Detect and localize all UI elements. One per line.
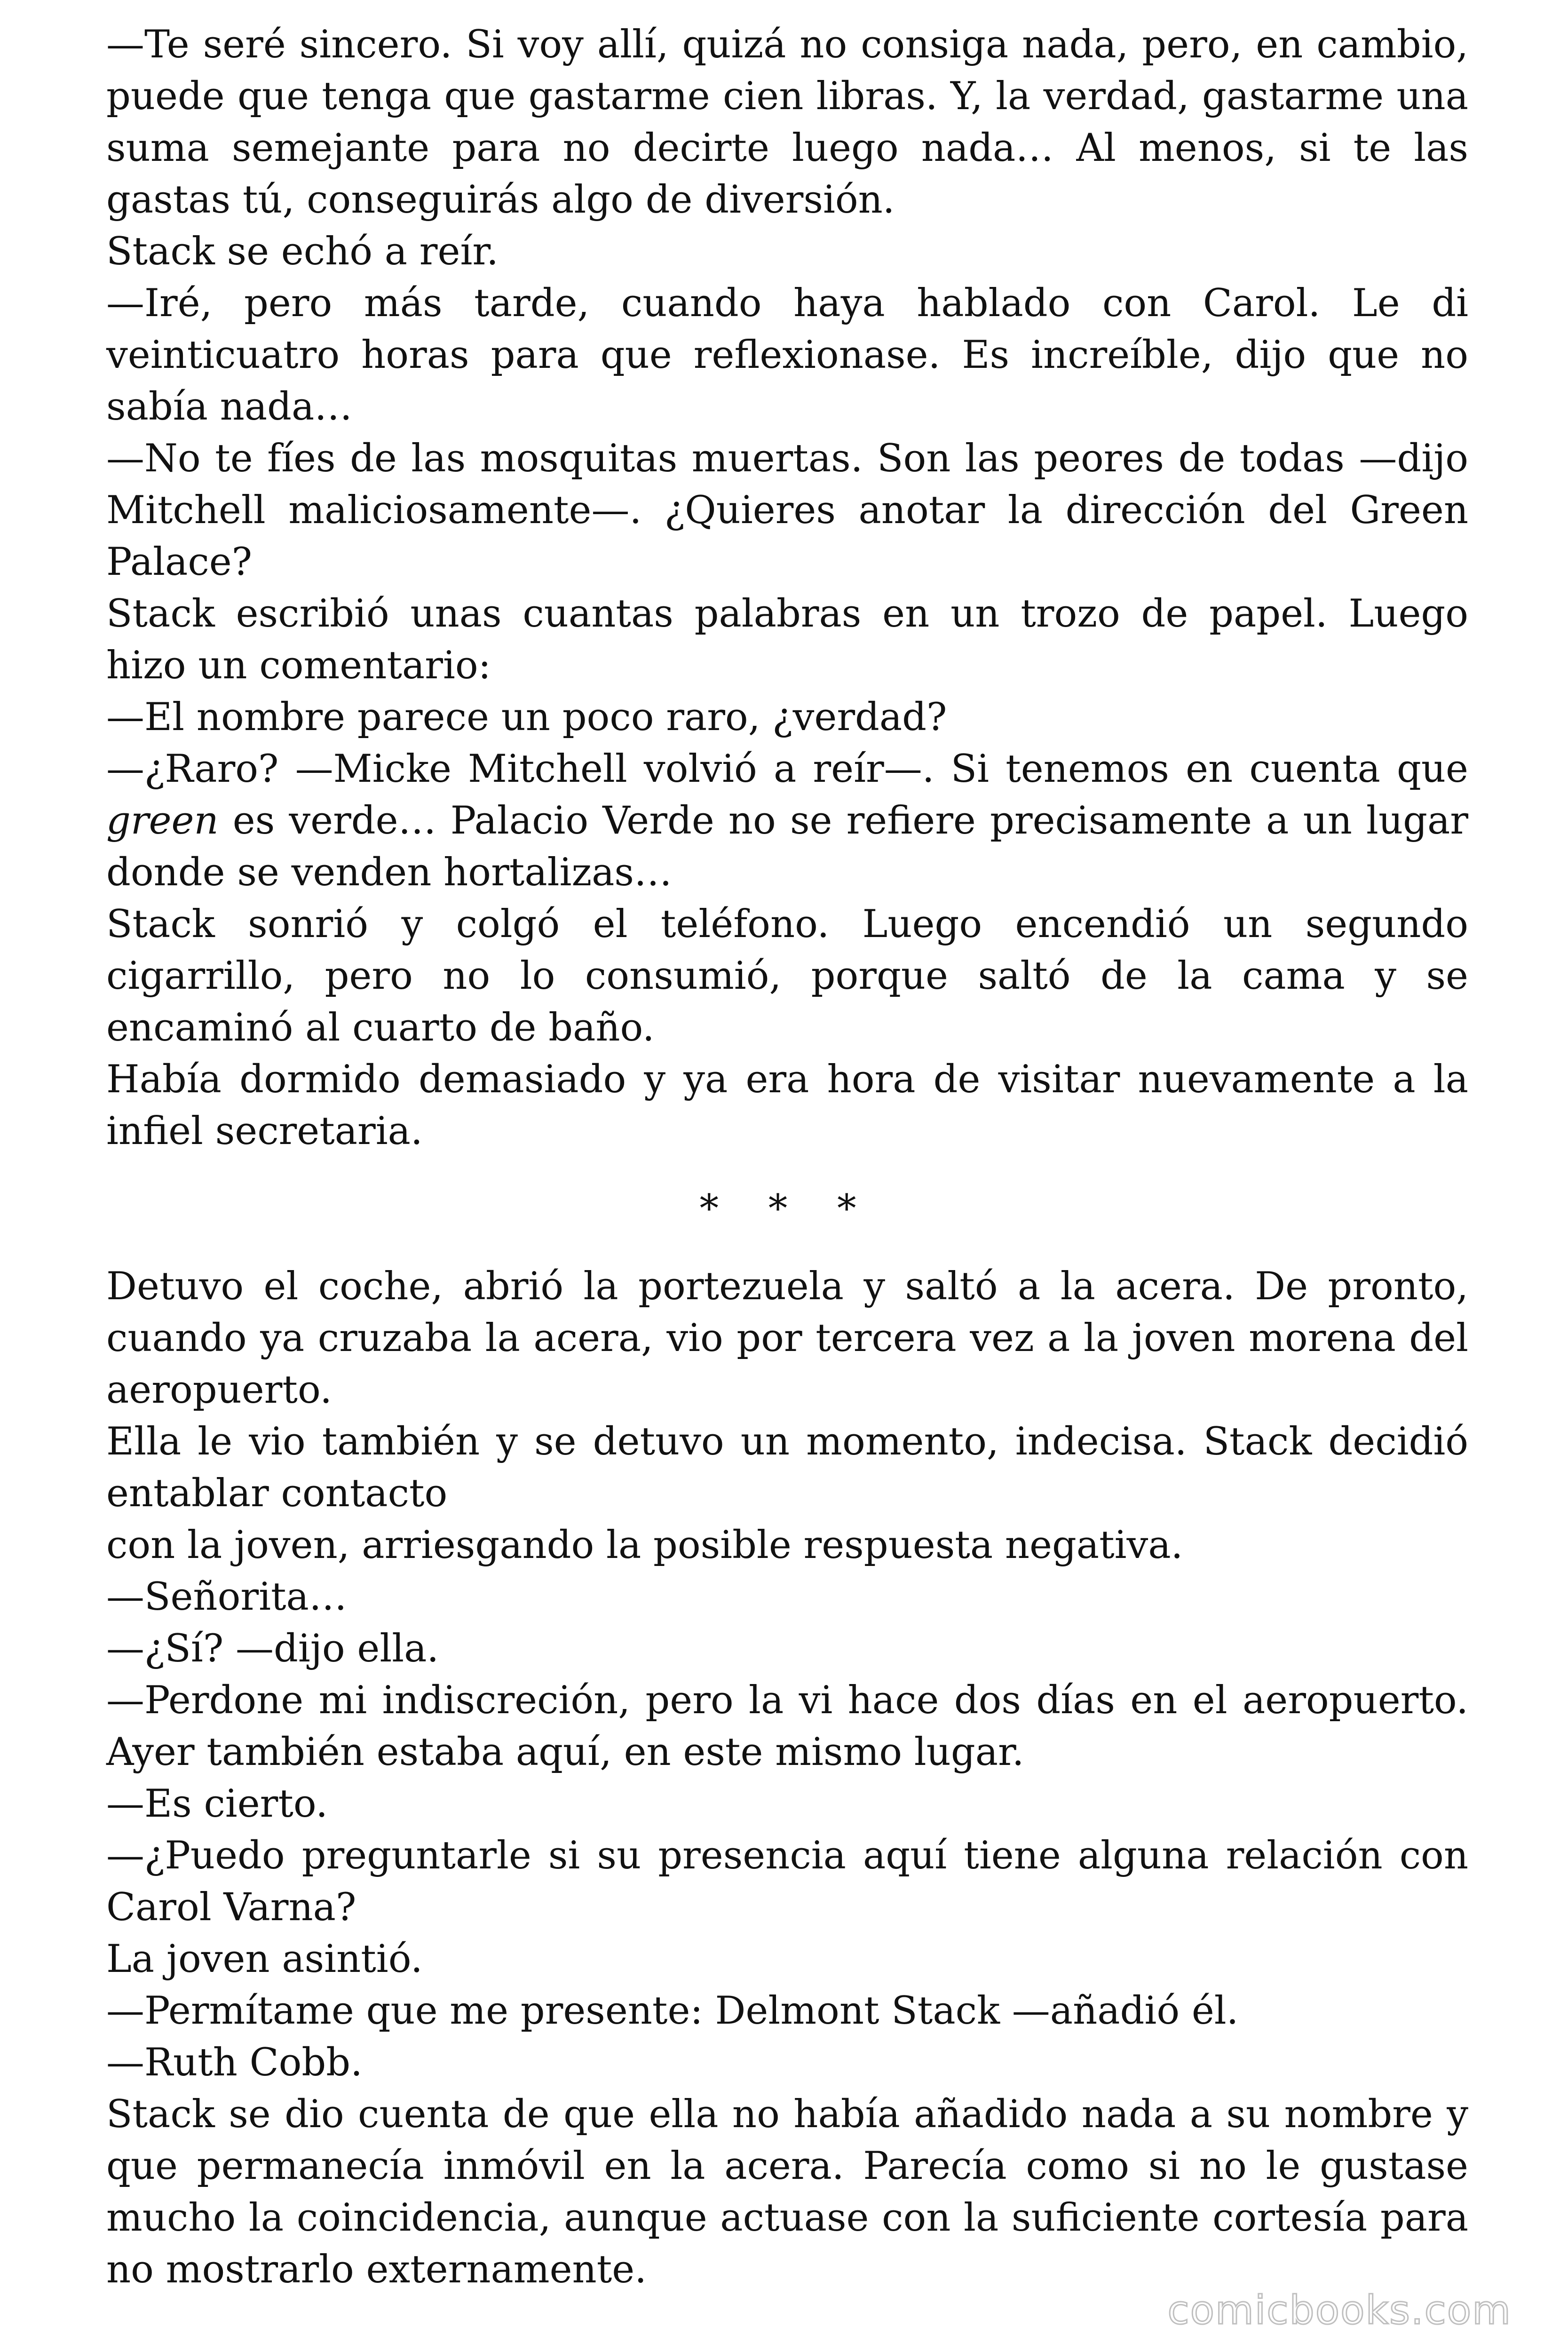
paragraph-green — [106, 743, 1468, 898]
paragraph: —Permítame que me presente: Delmont Stack —añadió él. — [106, 1989, 1239, 2033]
text-run: —¿Raro? —Micke Mitchell volvió a reír—. Si tenemos en cuenta que — [106, 747, 1468, 791]
italic-word: green — [106, 799, 219, 843]
paragraph: Stack escribió unas cuantas palabras en un trozo de papel. Luego hizo un comentario: — [106, 592, 1468, 688]
paragraph: —Señorita… — [106, 1575, 347, 1619]
paragraph: Stack se echó a reír. — [106, 230, 499, 274]
paragraph: —Iré, pero más tarde, cuando haya hablado con Carol. Le di veinticuatro horas para que reflexionase. Es increíble, dijo que no sabía nada… — [106, 281, 1468, 429]
page-text — [106, 19, 1468, 2296]
paragraph: Había dormido demasiado y ya era hora de visitar nuevamente a la infiel secretaria. — [106, 1057, 1468, 1153]
paragraph: —El nombre parece un poco raro, ¿verdad? — [106, 695, 947, 739]
scene-break: * * * — [699, 1187, 875, 1231]
paragraph: —¿Puedo preguntarle si su presencia aquí tiene alguna relación con Carol Varna? — [106, 1834, 1468, 1930]
paragraph: —¿Sí? —dijo ella. — [106, 1627, 439, 1671]
paragraph: —Perdone mi indiscreción, pero la vi hace dos días en el aeropuerto. Ayer también estaba aquí, en este mismo lugar. — [106, 1678, 1468, 1774]
paragraph: Stack se dio cuenta de que ella no había añadido nada a su nombre y que permanecía inmóvil en la acera. Parecía como si no le gustase mucho la coincidencia, aunque actuase con la suficiente cortesía para no mostrarlo externamente. — [106, 2092, 1468, 2292]
paragraph: —Te seré sincero. Si voy allí, quizá no consiga nada, pero, en cambio, puede que tenga que gastarme cien libras. Y, la verdad, gastarme una suma semejante para no decirte luego nada… Al menos, si te las gastas tú, conseguirás algo de diversión. — [106, 23, 1468, 222]
paragraph: Ella le vio también y se detuvo un momento, indecisa. Stack decidió entablar contacto — [106, 1420, 1468, 1516]
watermark: comicbooks.com — [1167, 2287, 1512, 2333]
paragraph: —Es cierto. — [106, 1782, 328, 1826]
paragraph: —No te fíes de las mosquitas muertas. Son las peores de todas —dijo Mitchell maliciosamente—. ¿Quieres anotar la dirección del Green Palace? — [106, 437, 1468, 584]
paragraph: —Ruth Cobb. — [106, 2041, 363, 2085]
paragraph: con la joven, arriesgando la posible respuesta negativa. — [106, 1523, 1183, 1567]
text-run: es verde… Palacio Verde no se refiere precisamente a un lugar donde se venden hortalizas… — [106, 799, 1468, 895]
paragraph: Detuvo el coche, abrió la portezuela y saltó a la acera. De pronto, cuando ya cruzaba la acera, vio por tercera vez a la joven morena del aeropuerto. — [106, 1264, 1468, 1412]
paragraph: Stack sonrió y colgó el teléfono. Luego encendió un segundo cigarrillo, pero no lo consumió, porque saltó de la cama y se encaminó al cuarto de baño. — [106, 902, 1468, 1050]
paragraph: La joven asintió. — [106, 1937, 423, 1981]
